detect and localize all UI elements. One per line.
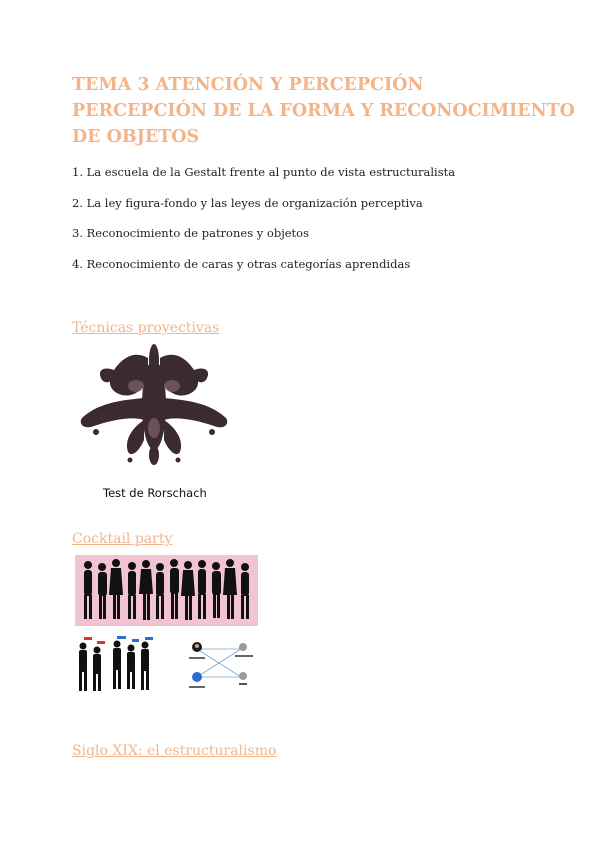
document-title	[72, 72, 575, 150]
topic-item-4: 4. Reconocimiento de caras y otras categorías aprendidas	[72, 256, 411, 271]
topic-list	[72, 162, 542, 284]
cocktail-party-link[interactable]: Cocktail party	[72, 531, 173, 547]
topic-item-1: 1. La escuela de la Gestalt frente al punto de vista estructuralista	[72, 165, 456, 179]
rorschach-caption: Test de Rorschach	[103, 486, 207, 500]
title-line-2: PERCEPCIÓN DE LA FORMA Y RECONOCIMIENTO	[72, 101, 575, 121]
topic-item-3: 3. Reconocimiento de patrones y objetos	[72, 226, 310, 240]
cocktail-party-silhouettes-image	[75, 555, 258, 626]
topic-item-2: 2. La ley figura-fondo y las leyes de organización perceptiva	[72, 195, 423, 210]
rorschach-inkblot-image	[74, 340, 234, 470]
title-line-1: TEMA 3 ATENCIÓN Y PERCEPCIÓN	[72, 75, 424, 95]
title-line-3: DE OBJETOS	[72, 127, 200, 147]
attention-diagram-image	[185, 637, 261, 691]
structuralism-link[interactable]: Siglo XIX: el estructuralismo	[72, 743, 277, 759]
conversation-group-image	[75, 636, 155, 692]
projective-techniques-link[interactable]: Técnicas proyectivas	[72, 320, 220, 336]
